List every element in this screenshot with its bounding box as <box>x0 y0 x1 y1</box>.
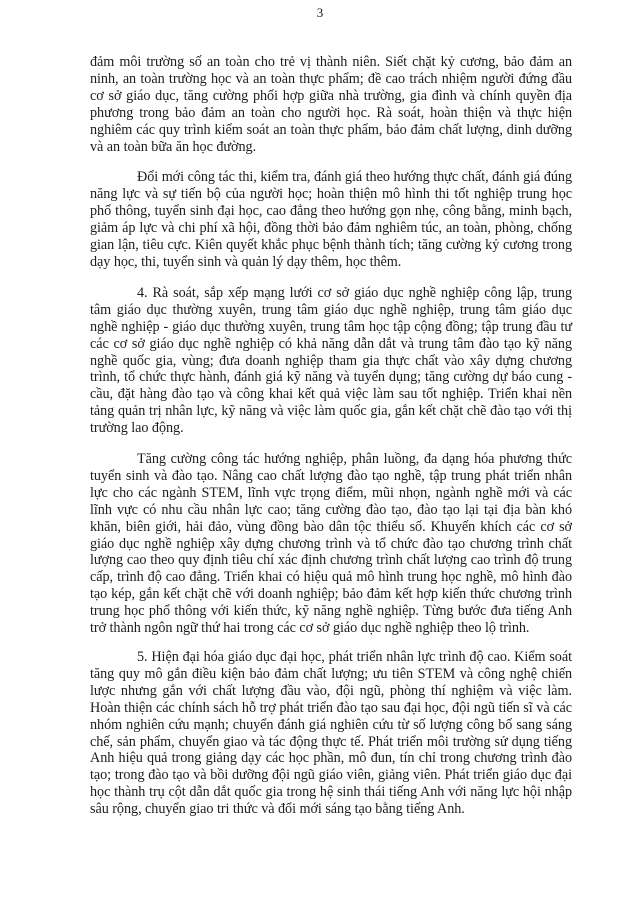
page-number: 3 <box>316 5 324 20</box>
paragraph-exam-reform: Đổi mới công tác thi, kiểm tra, đánh giá theo hướng thực chất, đánh giá đúng năng lực và sự tiến bộ của người học; hoàn thiện mô hình thi tốt nghiệp trung học phổ thông, tuyển sinh đại học, cao đẳng theo hướng gọn nhẹ, công bằng, minh bạch, giảm áp lực và chi phí xã hội, đồng thời bảo đảm nghiêm túc, an toàn, phòng, chống gian lận, tiêu cực. Kiên quyết khắc phục bệnh thành tích; tăng cường kỷ cương trong dạy học, thi, tuyển sinh và quản lý dạy thêm, học thêm. <box>90 169 572 270</box>
paragraph-career-guidance: Tăng cường công tác hướng nghiệp, phân luồng, đa dạng hóa phương thức tuyển sinh và đào tạo. Nâng cao chất lượng đào tạo nghề, tập trung phát triển nhân lực cho các ngành STEM, lĩnh vực trọng điểm, mũi nhọn, ngành nghề mới và các lĩnh vực có nhu cầu nhân lực cao; tăng cường đào tạo, đào tạo lại tại địa bàn khó khăn, biên giới, hải đảo, vùng đồng bào dân tộc thiểu số. Khuyến khích các cơ sở giáo dục nghề nghiệp xây dựng chương trình và tổ chức đào tạo chương trình chất lượng cao theo quy định tiêu chí xác định chương trình chất lượng cao trình độ trung cấp, trình độ cao đẳng. Triển khai có hiệu quả mô hình trung học nghề, mô hình đào tạo kép, gắn kết chặt chẽ với doanh nghiệp; bảo đảm kết hợp kiến thức chương trình trung học phổ thông với kiến thức, kỹ năng nghề nghiệp. Từng bước đưa tiếng Anh trở thành ngôn ngữ thứ hai trong các cơ sở giáo dục nghề nghiệp theo lộ trình. <box>90 451 572 637</box>
paragraph-higher-education: 5. Hiện đại hóa giáo dục đại học, phát triển nhân lực trình độ cao. Kiểm soát tăng quy mô gắn điều kiện bảo đảm chất lượng; ưu tiên STEM và công nghệ chiến lược nhưng gắn với chất lượng đầu vào, đội ngũ, phòng thí nghiệm và việc làm. Hoàn thiện các chính sách hỗ trợ phát triển đào tạo sau đại học, đội ngũ tiến sĩ và các nhóm nghiên cứu mạnh; chuyển đánh giá nghiên cứu từ số lượng công bố sang sáng chế, sản phẩm, chuyển giao và tác động thực tế. Phát triển môi trường sử dụng tiếng Anh hiệu quả trong giảng dạy các học phần, mô đun, tín chỉ trong chương trình đào tạo; trong đào tạo và bồi dưỡng đội ngũ giáo viên, giảng viên. Phát triển giáo dục đại học thành trụ cột dẫn dắt quốc gia trong hệ sinh thái tiếng Anh với năng lực hội nhập sâu rộng, chuyển giao tri thức và đổi mới sáng tạo bằng tiếng Anh. <box>90 649 572 818</box>
paragraph-school-safety: đảm môi trường số an toàn cho trẻ vị thành niên. Siết chặt kỷ cương, bảo đảm an ninh, an toàn trường học và an toàn thực phẩm; đề cao trách nhiệm người đứng đầu cơ sở giáo dục, tăng cường phối hợp giữa nhà trường, gia đình và chính quyền địa phương trong bảo đảm an toàn cho người học. Rà soát, hoàn thiện và thực hiện nghiêm các quy trình kiểm soát an toàn thực phẩm, bảo đảm chất lượng, dinh dưỡng và an toàn bữa ăn học đường. <box>90 54 572 155</box>
document-body <box>90 54 572 818</box>
paragraph-vocational-network: 4. Rà soát, sắp xếp mạng lưới cơ sở giáo dục nghề nghiệp công lập, trung tâm giáo dục thường xuyên, trung tâm giáo dục nghề nghiệp, trung tâm giáo dục nghề nghiệp - giáo dục thường xuyên, trung tâm học tập cộng đồng; tập trung đầu tư các cơ sở giáo dục nghề nghiệp có khả năng dẫn dắt và trung tâm đào tạo kỹ năng nghề quốc gia, vùng; đưa doanh nghiệp tham gia thực chất vào xây dựng chương trình, tổ chức thực hành, đánh giá kỹ năng và tuyển dụng; tăng cường dự báo cung - cầu, đặt hàng đào tạo và công khai kết quả việc làm sau tốt nghiệp. Triển khai nền tảng quản trị nhân lực, kỹ năng và việc làm quốc gia, gắn kết chặt chẽ đào tạo với thị trường lao động. <box>90 284 572 437</box>
